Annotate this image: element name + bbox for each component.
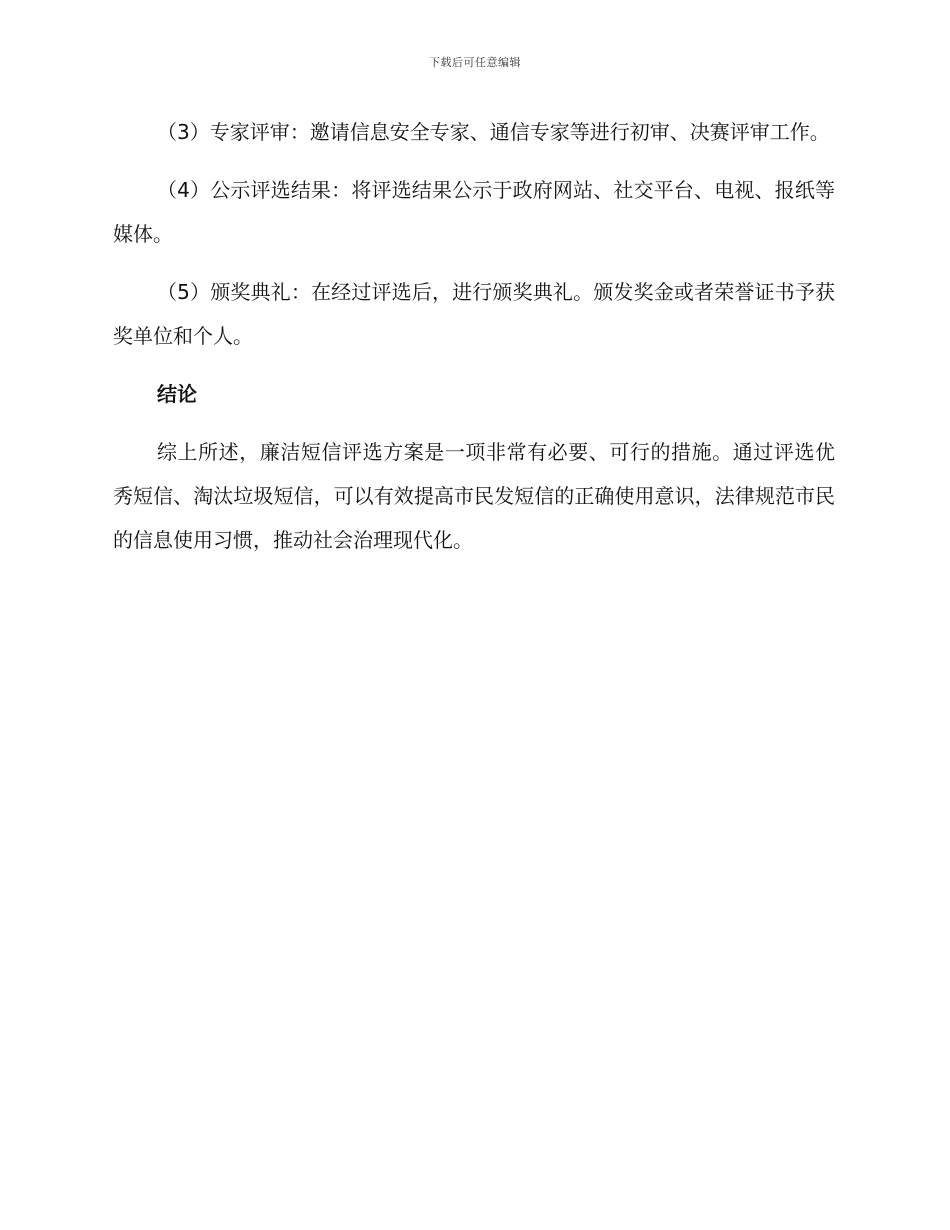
paragraph-award-ceremony: （5）颁奖典礼：在经过评选后，进行颁奖典礼。颁发奖金或者荣誉证书予获奖单位和个人。 (113, 280, 835, 348)
conclusion-heading: 结论 (157, 382, 197, 406)
conclusion-paragraph: 综上所述，廉洁短信评选方案是一项非常有必要、可行的措施。通过评选优秀短信、淘汰垃圾短信，可以有效提高市民发短信的正确使用意识，法律规范市民的信息使用习惯，推动社会治理现代化。 (113, 440, 835, 552)
paragraph-publish-results: （4）公示评选结果：将评选结果公示于政府网站、社交平台、电视、报纸等媒体。 (113, 178, 835, 246)
paragraph-expert-review: （3）专家评审：邀请信息安全专家、通信专家等进行初审、决赛评审工作。 (157, 120, 830, 144)
page-header: 下载后可任意编辑 (429, 56, 521, 69)
document-body (113, 110, 835, 576)
